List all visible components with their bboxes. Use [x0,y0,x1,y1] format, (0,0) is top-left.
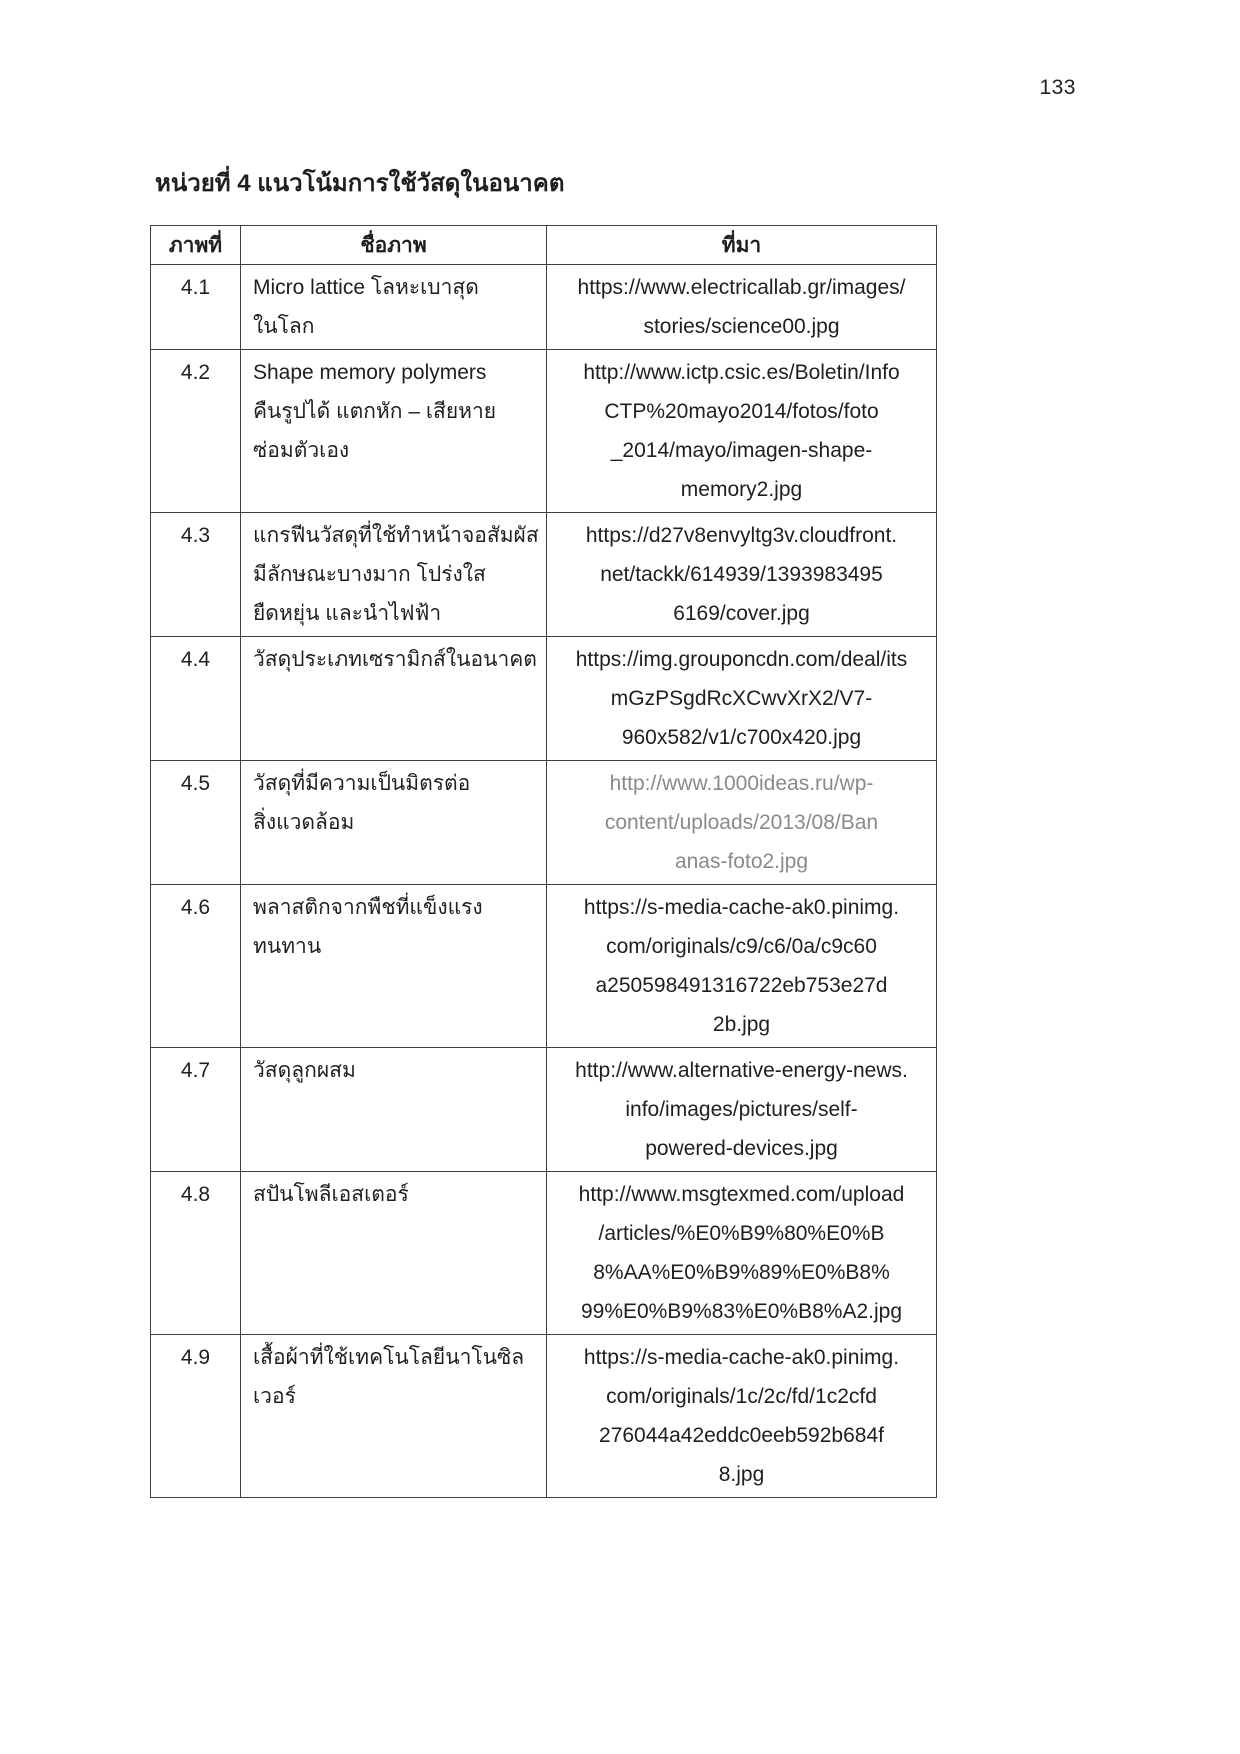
figure-name-cell [241,513,547,637]
figure-number: 4.9 [180,1346,211,1369]
figure-number: 4.5 [180,772,211,795]
figure-name-line: วัสดุลูกผสม [253,1059,356,1082]
figure-number-cell [151,761,241,885]
table-row [151,885,937,1048]
figure-name-line: แกรฟีนวัสดุที่ใช้ทำหน้าจอสัมผัส [253,524,539,547]
source-url-line: info/images/pictures/self- [625,1098,858,1121]
figure-number: 4.4 [180,648,211,671]
figure-name-cell [241,1172,547,1335]
source-url-line: CTP%20mayo2014/fotos/foto [604,400,879,423]
figure-name-line: วัสดุที่มีความเป็นมิตรต่อ [253,772,471,795]
source-url-line: https://s-media-cache-ak0.pinimg. [583,1346,900,1369]
source-url-line: a250598491316722eb753e27d [595,974,888,997]
source-url-line: net/tackk/614939/1393983495 [600,563,883,586]
source-url-cell [547,761,937,885]
figure-name-line: สปันโพลีเอสเตอร์ [253,1183,409,1206]
source-url-cell [547,637,937,761]
figure-name-line: ซ่อมตัวเอง [253,439,350,462]
figure-number: 4.1 [180,276,211,299]
source-url-cell [547,513,937,637]
source-url-line: com/originals/1c/2c/fd/1c2cfd [606,1385,877,1408]
figure-number: 4.6 [180,896,211,919]
figure-name-cell [241,1335,547,1498]
figure-name-cell [241,350,547,513]
figure-number: 4.3 [180,524,211,547]
table-row [151,761,937,885]
source-url-line: 2b.jpg [712,1013,771,1036]
source-url-line: https://img.grouponcdn.com/deal/its [575,648,908,671]
table-row [151,513,937,637]
table-row [151,350,937,513]
table-body [151,265,937,1498]
table-row [151,1048,937,1172]
source-url-line: http://www.alternative-energy-news. [575,1059,908,1082]
figure-number-cell [151,885,241,1048]
figure-number: 4.2 [180,361,211,384]
figure-name-line: ในโลก [253,315,315,338]
figure-name-line: เสื้อผ้าที่ใช้เทคโนโลยีนาโนซิล [253,1346,525,1369]
source-url-line: stories/science00.jpg [643,315,840,338]
figure-name-line: Micro lattice โลหะเบาสุด [253,276,479,299]
table-row [151,265,937,350]
source-url-line: 276044a42eddc0eeb592b684f [599,1424,884,1447]
figure-name-line: Shape memory polymers [253,361,487,384]
figure-number-cell [151,513,241,637]
source-url-line: http://www.1000ideas.ru/wp- [609,772,874,795]
table-row [151,1172,937,1335]
figure-name-line: มีลักษณะบางมาก โปร่งใส [253,563,486,586]
source-url-cell [547,350,937,513]
header-source: ที่มา [547,226,937,265]
source-url-line: 960x582/v1/c700x420.jpg [621,726,862,749]
source-url-cell [547,265,937,350]
table-header-row [151,226,937,265]
figure-number-cell [151,350,241,513]
figure-name-cell [241,885,547,1048]
table-row [151,1335,937,1498]
source-url-line: powered-devices.jpg [645,1137,838,1160]
figure-number-cell [151,1172,241,1335]
source-url-line: 8%AA%E0%B9%89%E0%B8% [593,1261,890,1284]
figure-name-line: วัสดุประเภทเซรามิกส์ในอนาคต [253,648,537,671]
figure-number: 4.8 [180,1183,211,1206]
figure-name-line: เวอร์ [253,1385,296,1408]
source-url-cell [547,1335,937,1498]
source-url-cell [547,1172,937,1335]
source-url-line: content/uploads/2013/08/Ban [604,811,879,834]
source-url-cell [547,885,937,1048]
figure-number-cell [151,1048,241,1172]
figure-name-cell [241,265,547,350]
source-url-line: http://www.msgtexmed.com/upload [578,1183,905,1206]
page-number: 133 [1039,76,1076,99]
source-url-line: https://s-media-cache-ak0.pinimg. [583,896,900,919]
figure-number-cell [151,637,241,761]
page-title: หน่วยที่ 4 แนวโน้มการใช้วัสดุในอนาคต [155,170,565,197]
table-row [151,637,937,761]
figure-name-line: พลาสติกจากพืชที่แข็งแรง [253,896,483,919]
source-url-line: 6169/cover.jpg [673,602,810,625]
figure-name-line: ทนทาน [253,935,322,958]
figure-name-line: ยืดหยุ่น และนำไฟฟ้า [253,602,442,625]
source-url-line: 99%E0%B9%83%E0%B8%A2.jpg [580,1300,903,1323]
source-url-line: mGzPSgdRcXCwvXrX2/V7- [610,687,873,710]
source-url-line: _2014/mayo/imagen-shape- [610,439,873,462]
figure-name-cell [241,1048,547,1172]
source-url-line: https://d27v8envyltg3v.cloudfront. [585,524,898,547]
figure-name-cell [241,637,547,761]
figure-name-line: สิ่งแวดล้อม [253,811,355,834]
source-url-line: anas-foto2.jpg [674,850,809,873]
source-url-cell [547,1048,937,1172]
source-url-line: /articles/%E0%B9%80%E0%B [598,1222,885,1245]
source-url-line: 8.jpg [718,1463,765,1486]
figure-number-cell [151,1335,241,1498]
figure-name-line: คืนรูปได้ แตกหัก – เสียหาย [253,400,497,423]
source-url-line: http://www.ictp.csic.es/Boletin/Info [583,361,900,384]
source-url-line: com/originals/c9/c6/0a/c9c60 [606,935,877,958]
header-figure-number: ภาพที่ [151,226,241,265]
figure-number: 4.7 [180,1059,211,1082]
figure-source-table [150,225,937,1498]
figure-number-cell [151,265,241,350]
figure-name-cell [241,761,547,885]
source-url-line: https://www.electricallab.gr/images/ [577,276,906,299]
header-figure-name: ชื่อภาพ [241,226,547,265]
source-url-line: memory2.jpg [680,478,803,501]
